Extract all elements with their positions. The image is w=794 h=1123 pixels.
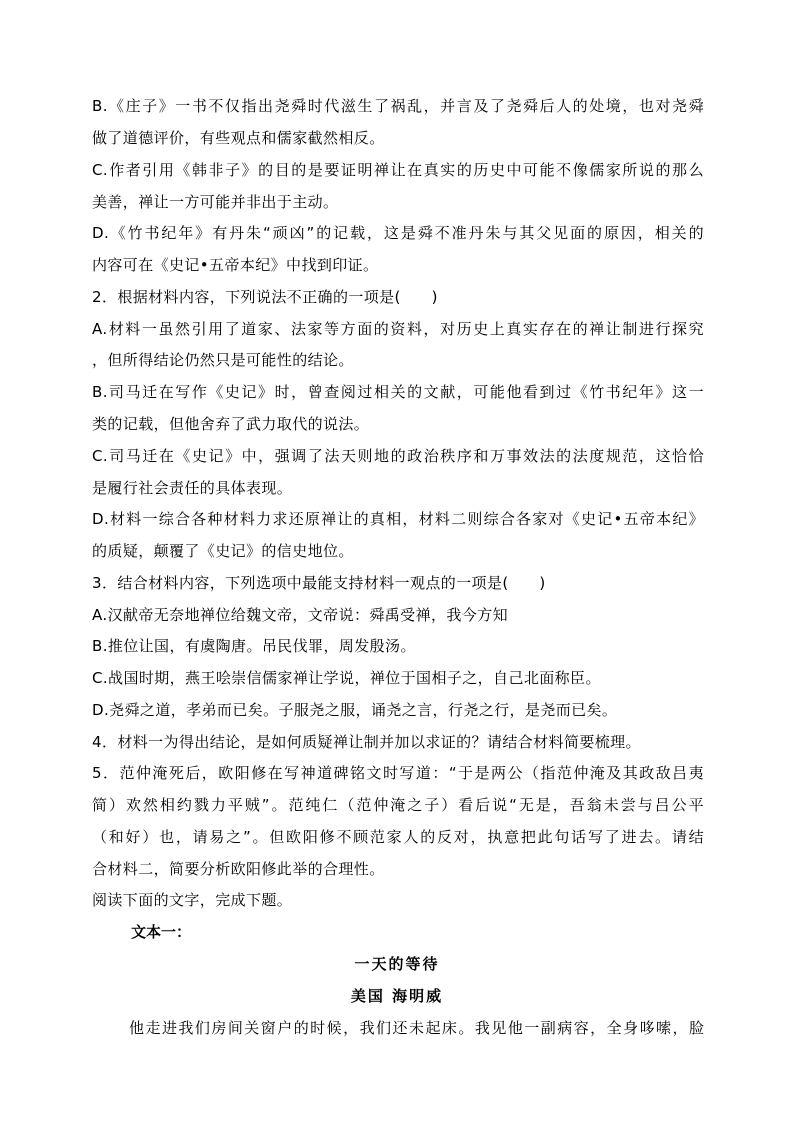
q2-option-d-line-1: D.材料一综合各种材料力求还原禅让的真相，材料二则综合各家对《史记•五帝本纪》: [92, 510, 704, 528]
question-4: 4．材料一为得出结论，是如何质疑禅让制并加以求证的？请结合材料简要梳理。: [92, 733, 641, 751]
option-d-line-1: D.《竹书纪年》有丹朱“顽凶”的记载，这是舜不准丹朱与其父见面的原因，相关的: [92, 224, 704, 242]
option-c-line-1: C.作者引用《韩非子》的目的是要证明禅让在真实的历史中可能不像儒家所说的那么: [92, 161, 704, 179]
option-b-line-2: 做了道德评价，有些观点和儒家截然相反。: [92, 129, 385, 147]
question-5-line-1: 5．范仲淹死后，欧阳修在写神道碑铭文时写道：“于是两公（指范仲淹及其政敌吕夷: [92, 764, 704, 782]
reading-instruction: 阅读下面的文字，完成下题。: [92, 891, 293, 909]
q2-option-b-line-1: B.司马迁在写作《史记》时，曾查阅过相关的文献，可能他看到过《竹书纪年》这一: [92, 383, 704, 401]
option-b-line-1: B.《庄子》一书不仅指出尧舜时代滋生了祸乱，并言及了尧舜后人的处境，也对尧舜: [92, 97, 704, 115]
story-title: 一天的等待: [354, 955, 440, 973]
story-author: 美国 海明威: [350, 987, 444, 1005]
question-5-line-3: （和好）也，请易之”。但欧阳修不顾范家人的反对，执意把此句话写了进去。请结: [92, 828, 704, 846]
section-label: 文本一：: [131, 923, 192, 941]
story-first-line: 他走进我们房间关窗户的时候，我们还未起床。我见他一副病容，全身哆嗦，脸: [129, 1019, 705, 1037]
option-d-line-2: 内容可在《史记•五帝本纪》中找到印证。: [92, 256, 379, 274]
q2-option-d-line-2: 的质疑，颠覆了《史记》的信史地位。: [92, 542, 354, 560]
option-c-line-2: 美善，禅让一方可能并非出于主动。: [92, 193, 339, 211]
q2-option-b-line-2: 类的记载，但他舍弃了武力取代的说法。: [92, 415, 370, 433]
q2-option-a-line-2: ，但所得结论仍然只是可能性的结论。: [92, 351, 354, 369]
q2-option-a-line-1: A.材料一虽然引用了道家、法家等方面的资料，对历史上真实存在的禅让制进行探究: [92, 320, 704, 338]
question-3: 3．结合材料内容，下列选项中最能支持材料一观点的一项是( ): [92, 574, 546, 592]
q2-option-c-line-1: C.司马迁在《史记》中，强调了法天则地的政治秩序和万事效法的法度规范，这恰恰: [92, 447, 704, 465]
q3-option-a: A.汉献帝无奈地禅位给魏文帝，文帝说：舜禹受禅，我今方知: [92, 606, 508, 624]
question-5-line-2: 简）欢然相约戮力平贼”。范纯仁（范仲淹之子）看后说“无是，吾翁未尝与吕公平: [92, 796, 704, 814]
q3-option-d: D.尧舜之道，孝弟而已矣。子服尧之服，诵尧之言，行尧之行，是尧而已矣。: [92, 701, 618, 719]
q2-option-c-line-2: 是履行社会责任的具体表现。: [92, 479, 293, 497]
question-5-line-4: 合材料二，简要分析欧阳修此举的合理性。: [92, 860, 385, 878]
q3-option-b: B.推位让国，有虞陶唐。吊民伐罪，周发殷汤。: [92, 637, 416, 655]
q3-option-c: C.战国时期，燕王哙崇信儒家禅让学说，禅位于国相子之，自己北面称臣。: [92, 669, 601, 687]
question-2: 2．根据材料内容，下列说法不正确的一项是( ): [92, 288, 438, 306]
